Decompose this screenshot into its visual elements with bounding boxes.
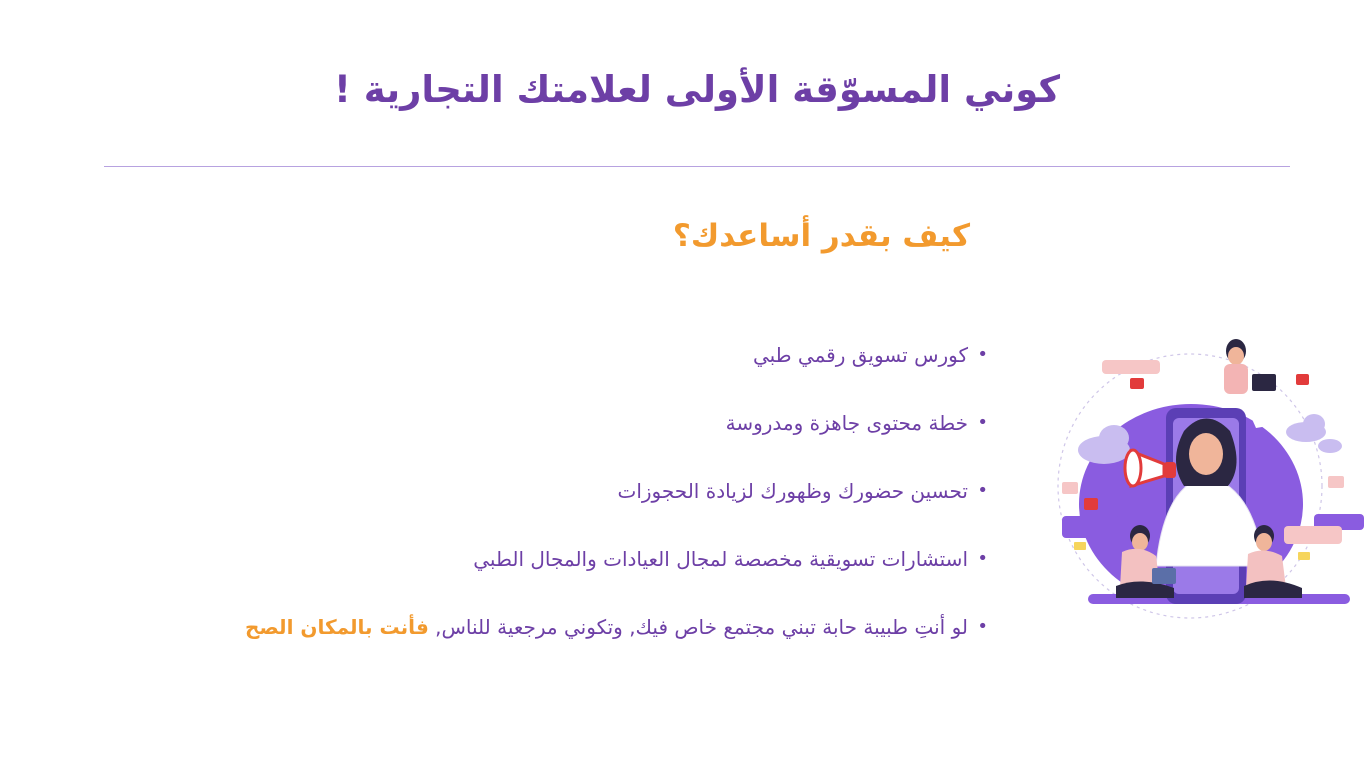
services-list — [128, 333, 988, 673]
marketing-illustration — [1056, 336, 1366, 620]
section-subtitle: كيف بقدر أساعدك؟ — [672, 218, 970, 254]
bullet-icon: • — [977, 412, 988, 433]
bullet-icon: • — [977, 480, 988, 501]
page-title: كوني المسوّقة الأولى لعلامتك التجارية ! — [334, 68, 1060, 111]
bullet-icon: • — [977, 548, 988, 569]
list-item — [128, 537, 988, 581]
list-item-text: لو أنتِ طبيبة حابة تبني مجتمع خاص فيك, وتكوني مرجعية للناس, — [428, 615, 968, 639]
list-item-text: خطة محتوى جاهزة ومدروسة — [725, 411, 968, 435]
highlight-text: فأنت بالمكان الصح — [244, 615, 429, 639]
list-item-text: استشارات تسويقية مخصصة لمجال العيادات والمجال الطبي — [473, 547, 968, 571]
list-item — [128, 401, 988, 445]
list-item — [128, 605, 988, 649]
bullet-icon: • — [977, 344, 988, 365]
laptop-icon — [1252, 374, 1276, 391]
bullet-icon: • — [977, 616, 988, 637]
list-item — [128, 333, 988, 377]
list-item-text: تحسين حضورك وظهورك لزيادة الحجوزات — [617, 479, 968, 503]
title-divider — [104, 166, 1290, 167]
list-item — [128, 469, 988, 513]
list-item-text: كورس تسويق رقمي طبي — [752, 343, 968, 367]
